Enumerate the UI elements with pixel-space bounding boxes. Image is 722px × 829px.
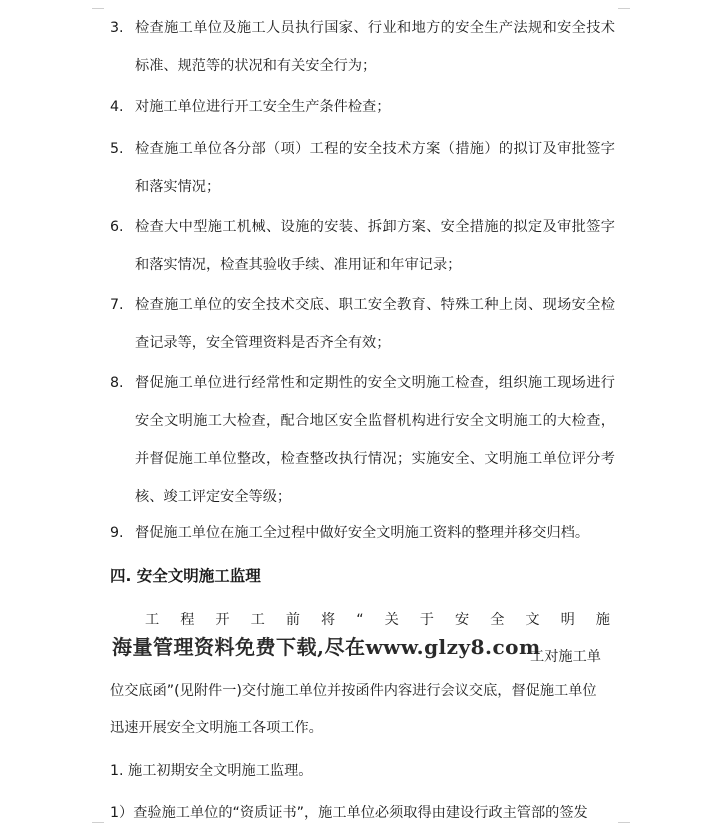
list-number: 4. <box>110 99 124 115</box>
list-number: 8. <box>110 375 124 391</box>
paragraph-line: 工对施工单 <box>530 649 601 665</box>
margin-corner-mark <box>92 8 104 9</box>
list-text: 检查大中型施工机械、设施的安装、拆卸方案、安全措施的拟定及审批签字和落实情况，检查其验收手续、准用证和年审记录； <box>135 219 615 273</box>
watermark-banner: 海量管理资料免费下载,尽在www.glzy8.com <box>112 635 541 659</box>
list-text: 对施工单位进行开工安全生产条件检查； <box>135 99 391 115</box>
list-number: 5. <box>110 141 124 157</box>
list-number: 7. <box>110 297 124 313</box>
list-item-5 <box>110 130 615 206</box>
list-text: 检查施工单位各分部（项）工程的安全技术方案（措施）的拟订及审批签字和落实情况； <box>135 141 615 195</box>
list-item-6 <box>110 208 615 284</box>
section-heading: 四. 安全文明施工监理 <box>110 567 261 585</box>
list-number: 9. <box>110 525 124 541</box>
paragraph-line: 迅速开展安全文明施工各项工作。 <box>110 720 323 736</box>
list-item-7 <box>110 286 615 362</box>
list-text: 督促施工单位进行经常性和定期性的安全文明施工检查，组织施工现场进行安全文明施工大检查，配合地区安全监督机构进行安全文明施工的大检查，并督促施工单位整改，检查整改执行情况；实施安全、文明施工单位评分考核、竣工评定安全等级； <box>135 375 615 505</box>
list-text: 督促施工单位在施工全过程中做好安全文明施工资料的整理并移交归档。 <box>135 525 590 541</box>
margin-corner-mark <box>618 822 630 823</box>
list-item-9 <box>110 514 615 552</box>
list-text: 检查施工单位的安全技术交底、职工安全教育、特殊工种上岗、现场安全检查记录等，安全管理资料是否齐全有效； <box>135 297 615 351</box>
paragraph-line: 工程开工前将“关于安全文明施 <box>145 612 610 628</box>
list-number: 3. <box>110 20 124 36</box>
paragraph-line: 位交底函”(见附件一)交付施工单位并按函件内容进行会议交底，督促施工单位 <box>110 683 597 699</box>
list-text: 检查施工单位及施工人员执行国家、行业和地方的安全生产法规和安全技术标准、规范等的状况和有关安全行为； <box>135 20 615 74</box>
list-item-4 <box>110 88 615 126</box>
margin-corner-mark <box>618 8 630 9</box>
margin-corner-mark <box>92 822 104 823</box>
list-item-8 <box>110 364 615 516</box>
sub-item-line: 1）查验施工单位的“资质证书”，施工单位必须取得由建设行政主管部的签发 <box>110 805 588 821</box>
sub-item-line: 1. 施工初期安全文明施工监理。 <box>110 763 313 779</box>
list-item-3 <box>110 9 615 85</box>
list-number: 6. <box>110 219 124 235</box>
